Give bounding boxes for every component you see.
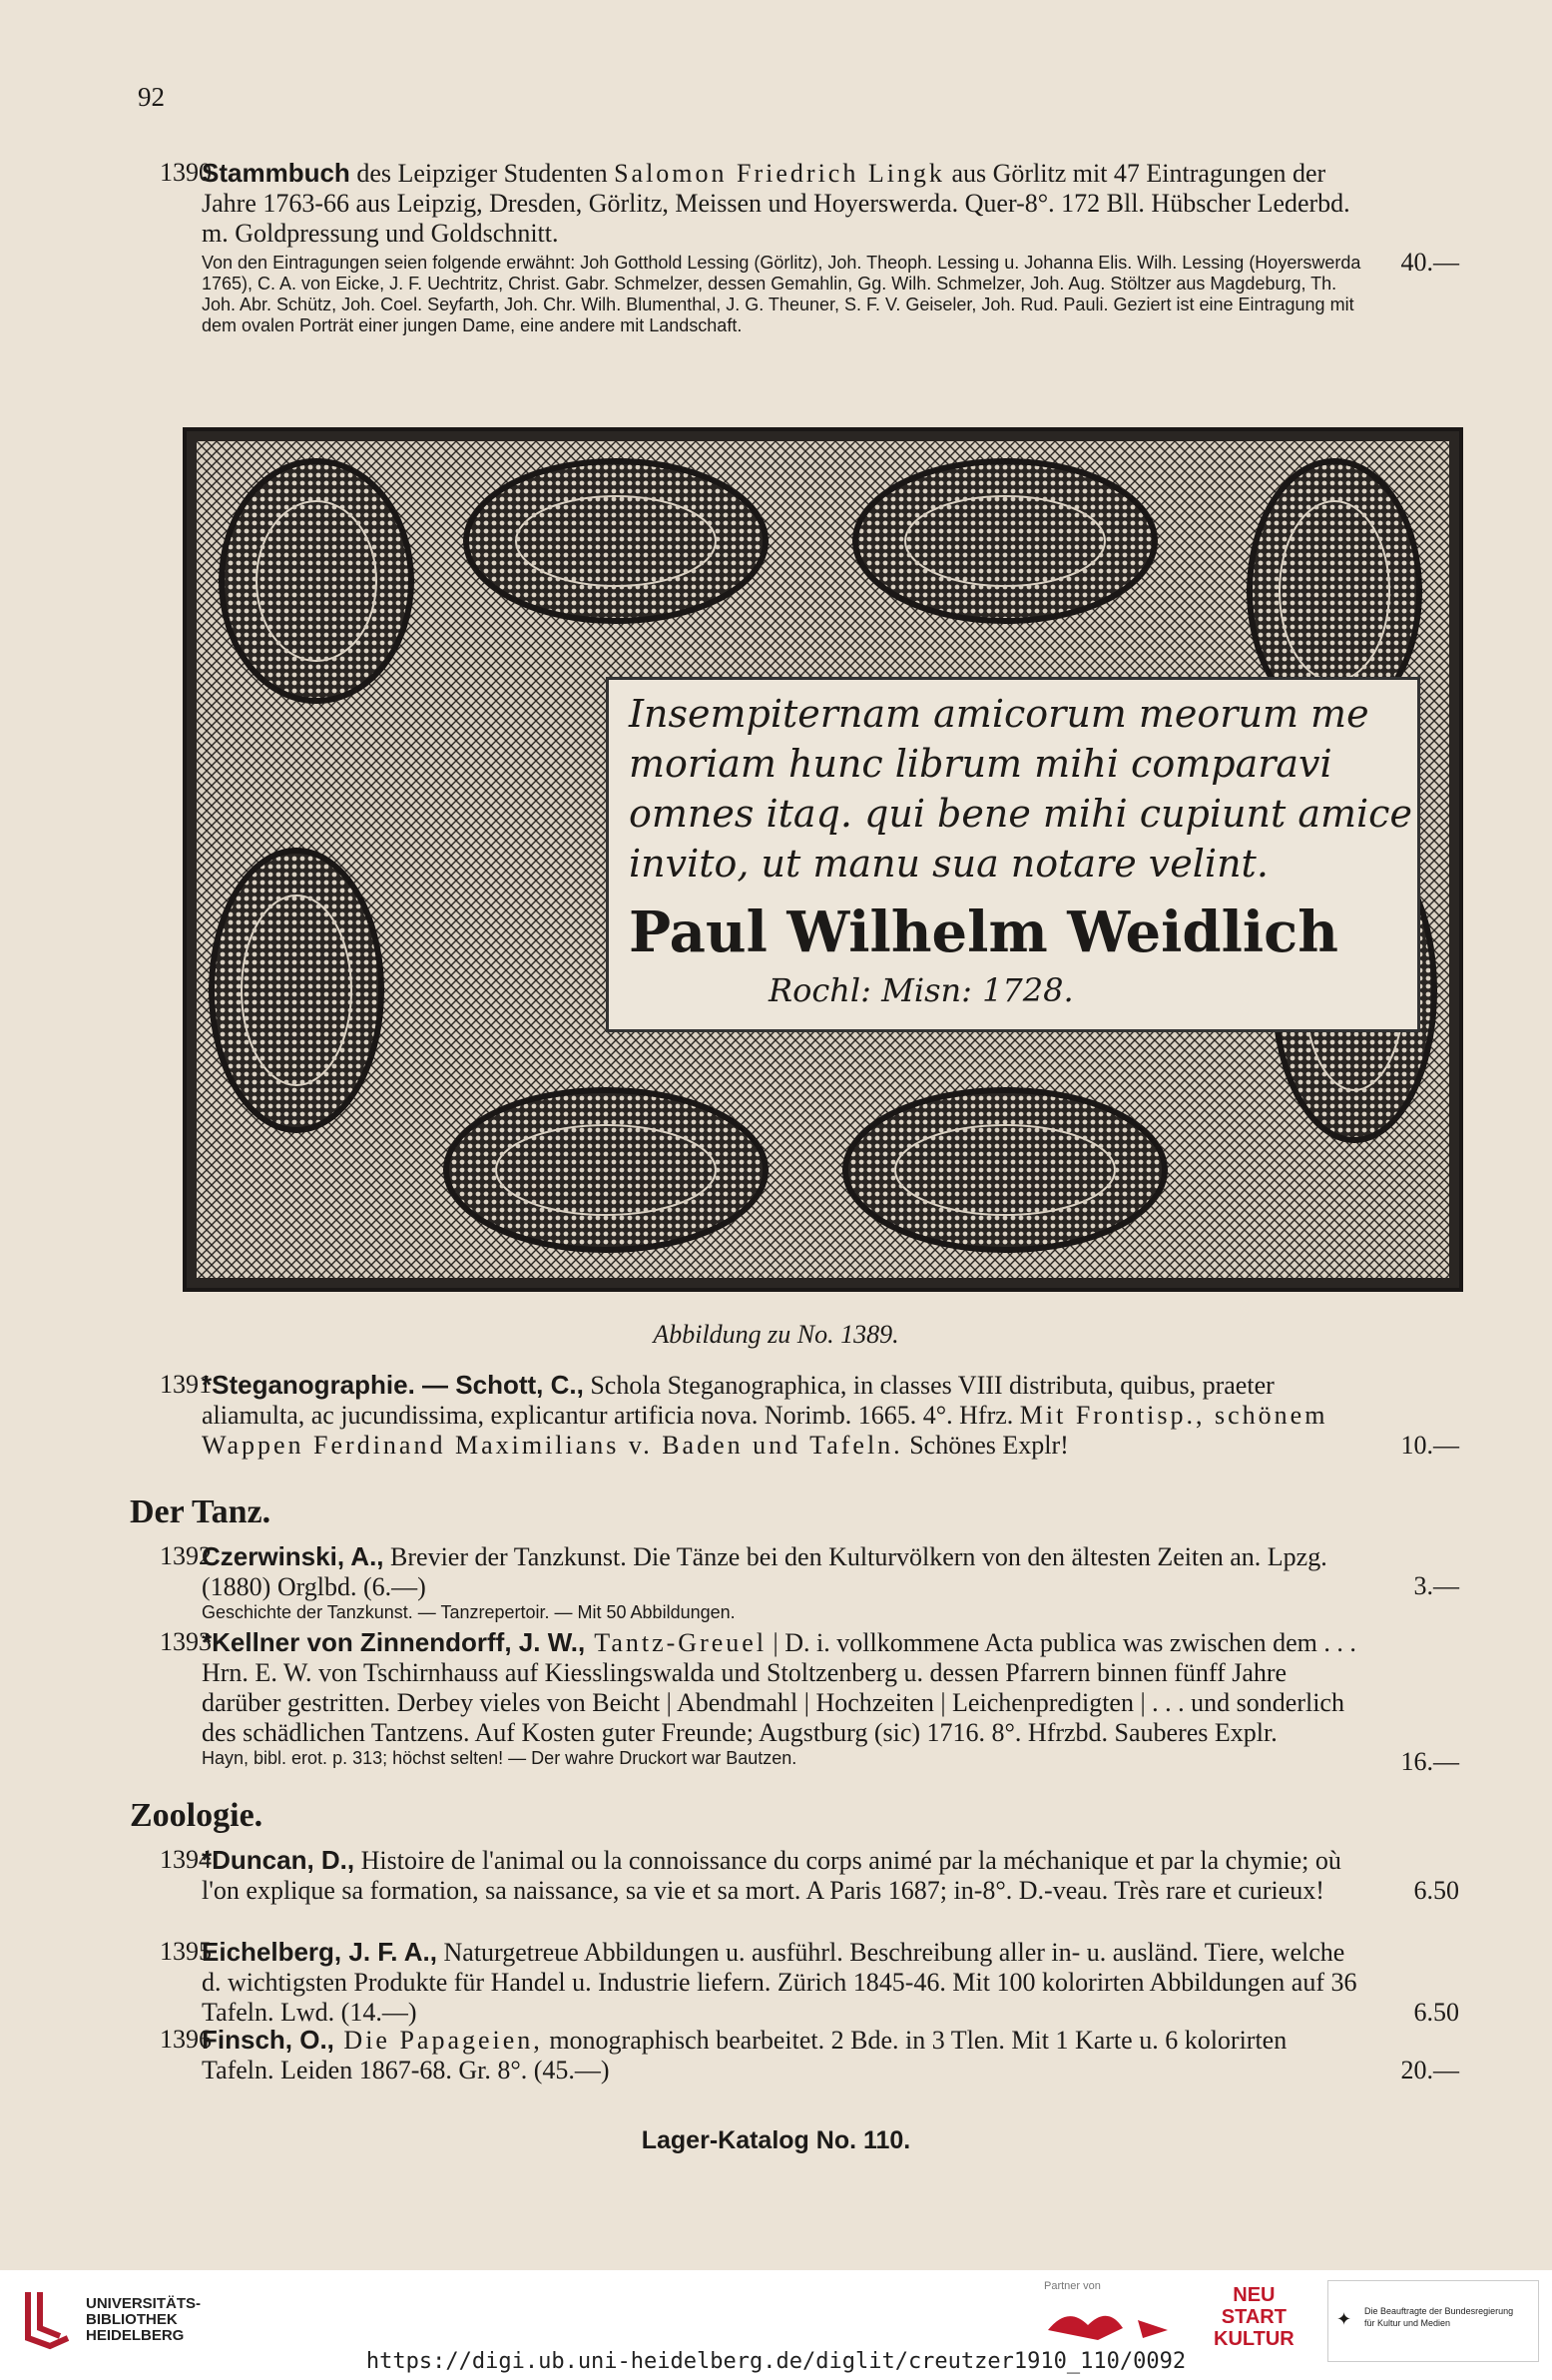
entry-number: 1391 [160, 1370, 212, 1399]
entry-number: 1393 [160, 1627, 212, 1656]
federal-eagle-icon: ✦ [1336, 2309, 1352, 2329]
entry-spaced-text: Mit Frontisp., schönem Wappen Ferdinand Maximilians v. Baden und Tafeln. [202, 1401, 1328, 1460]
entry-price: 40.— [1400, 248, 1459, 277]
inscription-signature: Paul Wilhelm Weidlich [629, 899, 1338, 965]
entry-1396 [160, 2025, 1459, 2085]
entry-text-part: des Leipziger Studenten [349, 159, 615, 188]
entry-text-part: Naturgetreue Abbildungen u. ausführl. Beschreibung aller in- u. ausländ. Tiere, welche d. wichtigsten Produkte für Handel u. Industrie liefern. Zürich 1845-46. Mit 100 kolorirten Abbildungen auf 36 Tafeln. Lwd. (14.—) [202, 1938, 1357, 2027]
entry-price: 3.— [1413, 1571, 1459, 1600]
bkm-text: Die Beauftragte der Bundesregierung für Kultur und Medien [1364, 2306, 1514, 2328]
entry-number: 1395 [160, 1937, 212, 1966]
catalog-footer-title: Lager-Katalog No. 110. [641, 2126, 911, 2154]
entry-note: Hayn, bibl. erot. p. 313; höchst selten! — Der wahre Druckort war Bautzen. [202, 1748, 797, 1768]
entry-spaced-text: Die Papageien, [333, 2026, 543, 2055]
entry-1393 [160, 1627, 1459, 1776]
university-library-logo-icon [20, 2288, 76, 2350]
entry-1391 [160, 1370, 1459, 1461]
entry-text-part: Schönes Explr! [902, 1431, 1069, 1460]
inscription-line-4: invito, ut manu sua notare velint. [629, 842, 1269, 886]
entry-note: Geschichte der Tanzkunst. — Tanzrepertoir. — Mit 50 Abbildungen. [202, 1602, 736, 1622]
inscription-line-1: Insempiternam amicorum meorum me [629, 692, 1369, 736]
inscription-place: Rochl: Misn: 1728. [769, 971, 1074, 1009]
entry-text-part: Histoire de l'animal ou la connoissance du corps animé par la méchanique et par la chymie; où l'on explique sa formation, sa naissance, sa vie et sa mort. A Paris 1687; in-8°. D.-veau. Très rare et curieux! [202, 1846, 1341, 1905]
inscription-card [606, 677, 1420, 1032]
partner-label: Partner von [1044, 2280, 1101, 2292]
entry-1395 [160, 1937, 1459, 2028]
entry-price: 20.— [1400, 2056, 1459, 2084]
entry-text [202, 158, 1364, 249]
entry-text-part: monographisch bearbeitet. 2 Bde. in 3 Tlen. Mit 1 Karte u. 6 kolorirten Tafeln. Leiden 1867-68. Gr. 8°. (45.—) [202, 2026, 1288, 2084]
entry-number: 1394 [160, 1845, 212, 1874]
entry-name: Czerwinski, A., [202, 1541, 384, 1571]
entry-text-part: Brevier der Tanzkunst. Die Tänze bei den Kulturvölkern von den ältesten Zeiten an. Lpzg. (1880) Orglbd. (6.—) [202, 1542, 1327, 1601]
page-url[interactable]: https://digi.ub.uni-heidelberg.de/diglit/creutzer1910_110/0092 [365, 2349, 1187, 2374]
university-library-name: UNIVERSITÄTS- BIBLIOTHEK HEIDELBERG [86, 2295, 202, 2344]
entry-name: Finsch, O., [202, 2025, 334, 2055]
entry-name: *Steganographie. — Schott, C., [202, 1370, 584, 1400]
entry-name: *Duncan, D., [202, 1845, 355, 1875]
partner-bird-logo-icon [1038, 2300, 1178, 2350]
inscription-line-3: omnes itaq. qui bene mihi cupiunt amice [629, 792, 1412, 836]
entry-text-part: aus Görlitz mit 47 Eintragungen der Jahre 1763-66 aus Leipzig, Dresden, Görlitz, Meissen und Hoyerswerda. Quer-8°. 172 Bll. Hübscher Lederbd. m. Goldpressung und Goldschnitt. [202, 159, 1350, 248]
entry-number: 1396 [160, 2025, 212, 2054]
neustart-kultur-logo: NEU START KULTUR [1214, 2284, 1294, 2350]
entry-price: 16.— [1400, 1747, 1459, 1776]
illustration-plate [183, 427, 1463, 1292]
entry-number: 1392 [160, 1541, 212, 1570]
entry-spaced-text: Tantz-Greuel [585, 1628, 768, 1657]
section-heading-dance: Der Tanz. [130, 1493, 271, 1530]
entry-name: Stammbuch [202, 158, 350, 188]
section-heading-zoology: Zoologie. [130, 1797, 263, 1834]
entry-name: *Kellner von Zinnendorff, J. W., [202, 1627, 586, 1657]
illustration-caption: Abbildung zu No. 1389. [653, 1320, 899, 1349]
entry-spaced-text: Salomon Friedrich Lingk [614, 159, 945, 188]
entry-price: 6.50 [1413, 1998, 1459, 2027]
page-number: 92 [138, 82, 165, 112]
entry-1392 [160, 1541, 1459, 1623]
entry-1394 [160, 1845, 1459, 1906]
entry-note: Von den Eintragungen seien folgende erwähnt: Joh Gotthold Lessing (Görlitz), Joh. Theoph. Lessing u. Johanna Elis. Wilh. Lessing (Hoyerswerda 1765), C. A. von Eicke, J. F. Uechtritz, Christ. Gabr. Schmelzer, dessen Gemahlin, Gg. Wilh. Schmelzer, Joh. Aug. Stöltzer aus Magdeburg, Th. Joh. Abr. Schütz, Joh. Coel. Seyfarth, Joh. Chr. Wilh. Blumenthal, J. G. Theuner, S. F. V. Geiseler, Joh. Rud. Pauli. Geziert ist eine Eintragung mit dem ovalen Porträt einer jungen Dame, eine andere mit Landschaft. [202, 253, 1361, 335]
entry-text-part: Schola Steganographica, in classes VIII distributa, quibus, praeter aliamulta, ac jucundissima, explicantur artificia nova. Norimb. 1665. 4°. Hfrz. [202, 1371, 1275, 1430]
entry-number: 1390 [160, 158, 212, 187]
entry-price: 6.50 [1413, 1876, 1459, 1905]
entry-price: 10.— [1400, 1431, 1459, 1460]
inscription-line-2: moriam hunc librum mihi comparavi [629, 742, 1332, 786]
entry-text-part: | D. i. vollkommene Acta publica was zwischen dem . . . Hrn. E. W. von Tschirnhauss auf Kiesslingswalda und Stoltzenberg u. dessen Pfarrern binnen fünff Jahre darüber gestritten. Derbey vieles von Beicht | Abendmahl | Hochzeiten | Leichenpredigten | . . . und sonderlich des schädlichen Tantzens. Auf Kosten guter Freunde; Augstburg (sic) 1716. 8°. Hfrzbd. Sauberes Explr. [202, 1628, 1356, 1747]
entry-name: Eichelberg, J. F. A., [202, 1937, 437, 1967]
entry-1390 [160, 158, 1459, 336]
